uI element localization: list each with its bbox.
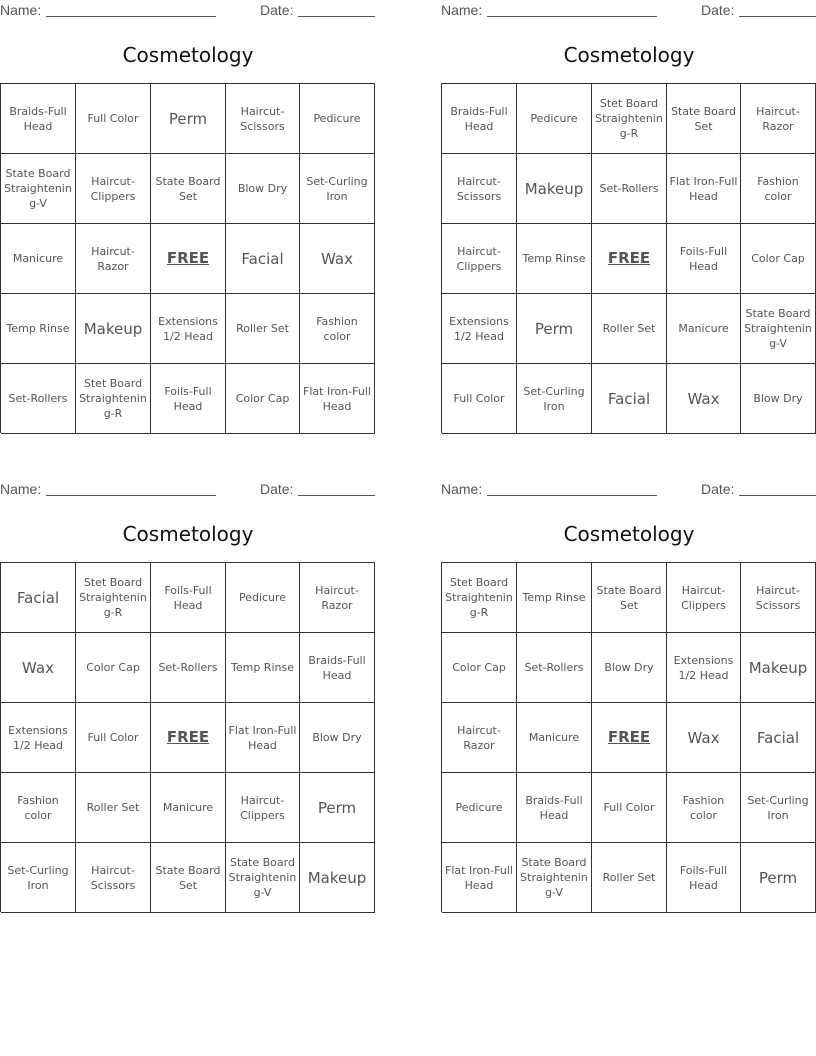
- bingo-cell: Makeup: [517, 154, 592, 224]
- bingo-cell: Makeup: [76, 294, 151, 364]
- bingo-cell: State Board Straightening-V: [517, 843, 592, 913]
- bingo-cell: State Board Set: [151, 154, 226, 224]
- name-date-row: [0, 0, 376, 22]
- bingo-cell: Flat Iron-Full Head: [667, 154, 741, 224]
- date-line: [298, 495, 375, 496]
- bingo-cell: Blow Dry: [592, 633, 667, 703]
- date-line: [739, 495, 816, 496]
- name-date-row: [0, 479, 376, 501]
- bingo-cell: Haircut-Razor: [442, 703, 517, 773]
- bingo-grid: [441, 83, 816, 433]
- bingo-cell: Extensions 1/2 Head: [151, 294, 226, 364]
- bingo-cell: Color Cap: [226, 364, 300, 434]
- date-line: [298, 16, 375, 17]
- bingo-card: [0, 479, 376, 919]
- bingo-cell: Perm: [741, 843, 816, 913]
- bingo-cell: Pedicure: [226, 563, 300, 633]
- bingo-cell: Manicure: [517, 703, 592, 773]
- bingo-cell: Roller Set: [226, 294, 300, 364]
- bingo-cell: Makeup: [300, 843, 375, 913]
- bingo-cell: Flat Iron-Full Head: [300, 364, 375, 434]
- bingo-card: [441, 479, 816, 919]
- bingo-cell: Extensions 1/2 Head: [667, 633, 741, 703]
- card-title: Cosmetology: [563, 43, 695, 67]
- bingo-cell: Set-Curling Iron: [517, 364, 592, 434]
- bingo-cell: Haircut-Scissors: [226, 84, 300, 154]
- bingo-cell: Haircut-Razor: [76, 224, 151, 294]
- bingo-cell: Stet Board Straightening-R: [76, 563, 151, 633]
- free-space-cell: FREE: [592, 224, 667, 294]
- bingo-cell: State Board Straightening-V: [226, 843, 300, 913]
- bingo-card: [441, 0, 816, 440]
- bingo-cell: Extensions 1/2 Head: [1, 703, 76, 773]
- name-label: Name:: [0, 481, 42, 497]
- bingo-cell: Temp Rinse: [517, 563, 592, 633]
- bingo-cell: Fashion color: [667, 773, 741, 843]
- bingo-cell: Haircut-Scissors: [76, 843, 151, 913]
- bingo-cell: Facial: [226, 224, 300, 294]
- bingo-cell: Flat Iron-Full Head: [442, 843, 517, 913]
- bingo-cell: Extensions 1/2 Head: [442, 294, 517, 364]
- bingo-cell: Stet Board Straightening-R: [442, 563, 517, 633]
- card-title: Cosmetology: [122, 522, 254, 546]
- bingo-cell: Stet Board Straightening-R: [76, 364, 151, 434]
- bingo-cell: Blow Dry: [741, 364, 816, 434]
- bingo-cell: Foils-Full Head: [151, 563, 226, 633]
- name-line: [46, 16, 216, 17]
- bingo-cell: Color Cap: [741, 224, 816, 294]
- bingo-cell: Roller Set: [592, 843, 667, 913]
- bingo-cell: Foils-Full Head: [667, 224, 741, 294]
- bingo-cell: Temp Rinse: [517, 224, 592, 294]
- bingo-cell: State Board Straightening-V: [1, 154, 76, 224]
- free-space-cell: FREE: [151, 224, 226, 294]
- name-line: [487, 16, 657, 17]
- bingo-cell: Flat Iron-Full Head: [226, 703, 300, 773]
- bingo-cell: Pedicure: [517, 84, 592, 154]
- date-line: [739, 16, 816, 17]
- bingo-cell: Set-Curling Iron: [300, 154, 375, 224]
- bingo-cell: Perm: [151, 84, 226, 154]
- bingo-cell: State Board Set: [592, 563, 667, 633]
- bingo-cell: Manicure: [667, 294, 741, 364]
- bingo-cell: Wax: [667, 364, 741, 434]
- bingo-cell: Set-Rollers: [592, 154, 667, 224]
- bingo-cell: State Board Straightening-V: [741, 294, 816, 364]
- bingo-cell: Haircut-Clippers: [442, 224, 517, 294]
- bingo-cell: Wax: [300, 224, 375, 294]
- bingo-cell: Facial: [592, 364, 667, 434]
- date-label: Date:: [260, 2, 294, 18]
- bingo-cell: Haircut-Clippers: [226, 773, 300, 843]
- name-line: [487, 495, 657, 496]
- bingo-cell: Full Color: [592, 773, 667, 843]
- bingo-cell: Full Color: [76, 84, 151, 154]
- bingo-cell: Color Cap: [442, 633, 517, 703]
- bingo-grid: [441, 562, 816, 912]
- bingo-cell: Braids-Full Head: [442, 84, 517, 154]
- name-date-row: [441, 479, 816, 501]
- bingo-cell: Perm: [300, 773, 375, 843]
- bingo-cell: Perm: [517, 294, 592, 364]
- bingo-cell: Haircut-Clippers: [76, 154, 151, 224]
- bingo-cell: Pedicure: [300, 84, 375, 154]
- bingo-cell: Set-Curling Iron: [741, 773, 816, 843]
- bingo-cell: Facial: [741, 703, 816, 773]
- bingo-cell: Full Color: [76, 703, 151, 773]
- free-space-cell: FREE: [592, 703, 667, 773]
- bingo-grid: [0, 83, 375, 433]
- bingo-cell: Stet Board Straightening-R: [592, 84, 667, 154]
- bingo-cell: Haircut-Scissors: [442, 154, 517, 224]
- bingo-cell: Set-Rollers: [151, 633, 226, 703]
- bingo-cell: Temp Rinse: [226, 633, 300, 703]
- date-label: Date:: [260, 481, 294, 497]
- bingo-cell: Haircut-Scissors: [741, 563, 816, 633]
- free-space-cell: FREE: [151, 703, 226, 773]
- bingo-cell: Set-Rollers: [1, 364, 76, 434]
- name-label: Name:: [441, 481, 483, 497]
- bingo-cell: Temp Rinse: [1, 294, 76, 364]
- bingo-cell: Wax: [1, 633, 76, 703]
- bingo-cell: State Board Set: [667, 84, 741, 154]
- bingo-cell: Makeup: [741, 633, 816, 703]
- bingo-cell: Set-Curling Iron: [1, 843, 76, 913]
- bingo-cell: Roller Set: [592, 294, 667, 364]
- bingo-cell: Blow Dry: [226, 154, 300, 224]
- name-line: [46, 495, 216, 496]
- bingo-cell: Haircut-Clippers: [667, 563, 741, 633]
- date-label: Date:: [701, 481, 735, 497]
- name-label: Name:: [0, 2, 42, 18]
- bingo-cell: Full Color: [442, 364, 517, 434]
- bingo-cell: Fashion color: [741, 154, 816, 224]
- bingo-cell: Braids-Full Head: [300, 633, 375, 703]
- bingo-grid: [0, 562, 375, 912]
- bingo-cell: Pedicure: [442, 773, 517, 843]
- card-title: Cosmetology: [122, 43, 254, 67]
- bingo-cell: Manicure: [1, 224, 76, 294]
- card-title: Cosmetology: [563, 522, 695, 546]
- bingo-cell: Haircut-Razor: [300, 563, 375, 633]
- bingo-cell: Fashion color: [300, 294, 375, 364]
- bingo-cell: Facial: [1, 563, 76, 633]
- bingo-cell: Foils-Full Head: [151, 364, 226, 434]
- bingo-cell: Set-Rollers: [517, 633, 592, 703]
- bingo-cell: Braids-Full Head: [1, 84, 76, 154]
- bingo-card: [0, 0, 376, 440]
- bingo-cell: Manicure: [151, 773, 226, 843]
- bingo-cell: Blow Dry: [300, 703, 375, 773]
- name-label: Name:: [441, 2, 483, 18]
- bingo-cell: Haircut-Razor: [741, 84, 816, 154]
- date-label: Date:: [701, 2, 735, 18]
- bingo-cell: Foils-Full Head: [667, 843, 741, 913]
- bingo-cell: Color Cap: [76, 633, 151, 703]
- bingo-cell: Braids-Full Head: [517, 773, 592, 843]
- bingo-cell: State Board Set: [151, 843, 226, 913]
- name-date-row: [441, 0, 816, 22]
- bingo-cell: Roller Set: [76, 773, 151, 843]
- bingo-cell: Wax: [667, 703, 741, 773]
- bingo-cell: Fashion color: [1, 773, 76, 843]
